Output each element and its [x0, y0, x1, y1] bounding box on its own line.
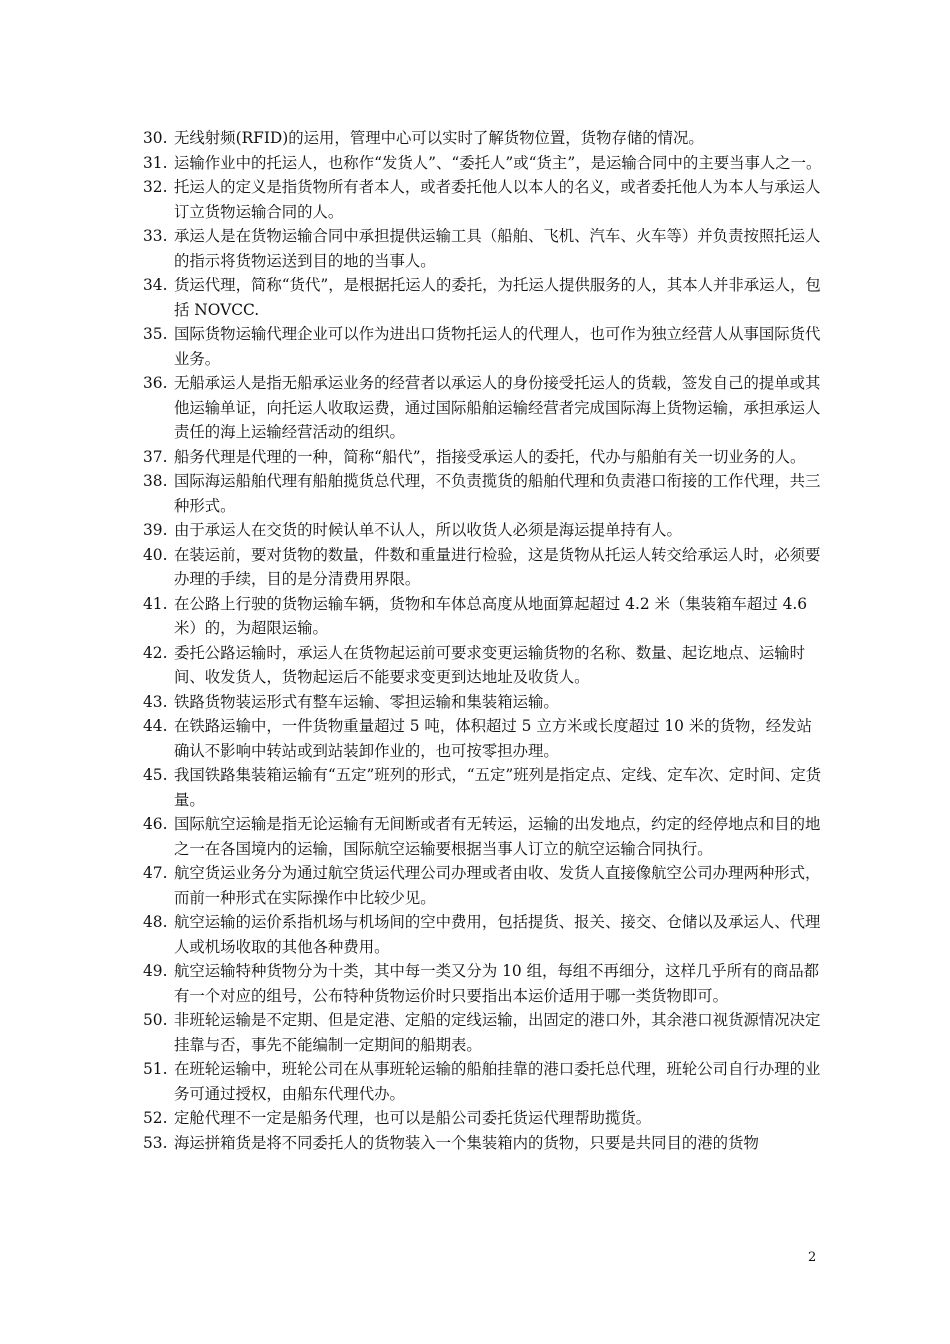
list-item — [143, 959, 823, 1008]
item-number: 53. — [143, 1133, 168, 1152]
item-text: 由于承运人在交货的时候认单不认人，所以收货人必须是海运提单持有人。 — [174, 521, 682, 539]
item-text: 货运代理，简称“货代”，是根据托运人的委托，为托运人提供服务的人，其本人并非承运人，包括 NOVCC. — [174, 276, 821, 319]
item-text: 航空运输特种货物分为十类，其中每一类又分为 10 组，每组不再细分，这样几乎所有的商品都有一个对应的组号，公布特种货物运价时只要指出本运价适用于哪一类货物即可。 — [174, 962, 819, 1005]
item-number: 34. — [143, 276, 168, 294]
list-item — [143, 518, 823, 543]
list-item — [143, 1008, 823, 1057]
list-item — [143, 543, 823, 592]
item-text: 运输作业中的托运人，也称作“发货人”、“委托人”或“货主”，是运输合同中的主要当事人之一。 — [174, 153, 822, 172]
item-number: 36. — [143, 374, 168, 392]
list-item — [143, 861, 823, 910]
item-number: 30. — [143, 129, 168, 147]
page-number: 2 — [808, 1250, 817, 1265]
item-number: 41. — [143, 594, 168, 613]
item-text: 铁路货物装运形式有整车运输、零担运输和集装箱运输。 — [174, 692, 559, 711]
list-item — [143, 469, 823, 518]
list-item — [143, 1057, 823, 1106]
item-text: 国际货物运输代理企业可以作为进出口货物托运人的代理人，也可作为独立经营人从事国际货代业务。 — [174, 325, 821, 368]
list-item — [143, 812, 823, 861]
item-number: 39. — [143, 521, 168, 539]
item-text: 无船承运人是指无船承运业务的经营者以承运人的身份接受托运人的货载，签发自己的提单或其他运输单证，向托运人收取运费，通过国际船舶运输经营者完成国际海上货物运输，承担承运人责任的海上运输经营活动的组织。 — [174, 374, 821, 441]
item-text: 航空货运业务分为通过航空货运代理公司办理或者由收、发货人直接像航空公司办理两种形式，而前一种形式在实际操作中比较少见。 — [174, 864, 821, 907]
item-text: 委托公路运输时，承运人在货物起运前可要求变更运输货物的名称、数量、起讫地点、运输时间、收发货人，货物起运后不能要求变更到达地址及收货人。 — [174, 643, 806, 686]
list-item — [143, 690, 823, 715]
list-item — [143, 445, 823, 470]
list-item — [143, 763, 823, 812]
item-number: 49. — [143, 962, 168, 980]
list-item — [143, 641, 823, 690]
item-number: 42. — [143, 643, 168, 662]
item-text: 托运人的定义是指货物所有者本人，或者委托他人以本人的名义，或者委托他人为本人与承运人订立货物运输合同的人。 — [174, 178, 821, 221]
item-text: 非班轮运输是不定期、但是定港、定船的定线运输，出固定的港口外，其余港口视货源情况决定挂靠与否，事先不能编制一定期间的船期表。 — [174, 1011, 821, 1054]
list-item — [143, 175, 823, 224]
item-number: 47. — [143, 864, 168, 882]
item-number: 35. — [143, 325, 168, 343]
item-number: 50. — [143, 1011, 168, 1029]
item-text: 在班轮运输中，班轮公司在从事班轮运输的船舶挂靠的港口委托总代理，班轮公司自行办理的业务可通过授权，由船东代理代办。 — [174, 1060, 821, 1103]
item-text: 定舱代理不一定是船务代理，也可以是船公司委托货运代理帮助揽货。 — [174, 1109, 652, 1127]
list-item — [143, 1106, 823, 1131]
item-number: 46. — [143, 815, 168, 833]
item-text: 无线射频(RFID)的运用，管理中心可以实时了解货物位置，货物存储的情况。 — [174, 129, 704, 147]
list-item — [143, 371, 823, 445]
item-number: 51. — [143, 1060, 168, 1078]
item-text: 承运人是在货物运输合同中承担提供运输工具（船舶、飞机、汽车、火车等）并负责按照托运人的指示将货物运送到目的地的当事人。 — [174, 227, 821, 270]
item-number: 44. — [143, 717, 168, 735]
item-number: 33. — [143, 227, 168, 245]
item-number: 43. — [143, 692, 168, 711]
list-item — [143, 224, 823, 273]
item-text: 在装运前，要对货物的数量，件数和重量进行检验，这是货物从托运人转交给承运人时，必须要办理的手续，目的是分清费用界限。 — [174, 545, 821, 588]
numbered-list — [143, 126, 823, 1155]
item-text: 航空运输的运价系指机场与机场间的空中费用，包括提货、报关、接交、仓储以及承运人、代理人或机场收取的其他各种费用。 — [174, 913, 821, 956]
list-item — [143, 273, 823, 322]
list-item — [143, 714, 823, 763]
item-number: 31. — [143, 153, 168, 172]
list-item — [143, 1131, 823, 1156]
list-item — [143, 910, 823, 959]
item-number: 32. — [143, 178, 168, 196]
list-item — [143, 126, 823, 151]
item-number: 52. — [143, 1109, 168, 1127]
item-text: 在公路上行驶的货物运输车辆，货物和车体总高度从地面算起超过 4.2 米（集装箱车超过 4.6 米）的，为超限运输。 — [174, 594, 808, 637]
item-text: 船务代理是代理的一种，简称“船代”，指接受承运人的委托，代办与船舶有关一切业务的人。 — [174, 447, 806, 466]
item-number: 45. — [143, 766, 168, 784]
item-text: 我国铁路集装箱运输有“五定”班列的形式，“五定”班列是指定点、定线、定车次、定时间、定货量。 — [174, 766, 822, 809]
item-text: 在铁路运输中，一件货物重量超过 5 吨，体积超过 5 立方米或长度超过 10 米的货物，经发站确认不影响中转站或到站装卸作业的，也可按零担办理。 — [174, 717, 812, 760]
item-number: 38. — [143, 472, 168, 490]
item-number: 37. — [143, 447, 168, 466]
list-item — [143, 322, 823, 371]
item-number: 40. — [143, 545, 168, 564]
list-item — [143, 151, 823, 176]
item-text: 国际航空运输是指无论运输有无间断或者有无转运，运输的出发地点，约定的经停地点和目的地之一在各国境内的运输，国际航空运输要根据当事人订立的航空运输合同执行。 — [174, 815, 821, 858]
list-item — [143, 592, 823, 641]
item-text: 国际海运船舶代理有船舶揽货总代理，不负责揽货的船舶代理和负责港口衔接的工作代理，共三种形式。 — [174, 472, 821, 515]
item-text: 海运拼箱货是将不同委托人的货物装入一个集装箱内的货物，只要是共同目的港的货物 — [174, 1133, 759, 1152]
item-number: 48. — [143, 913, 168, 931]
